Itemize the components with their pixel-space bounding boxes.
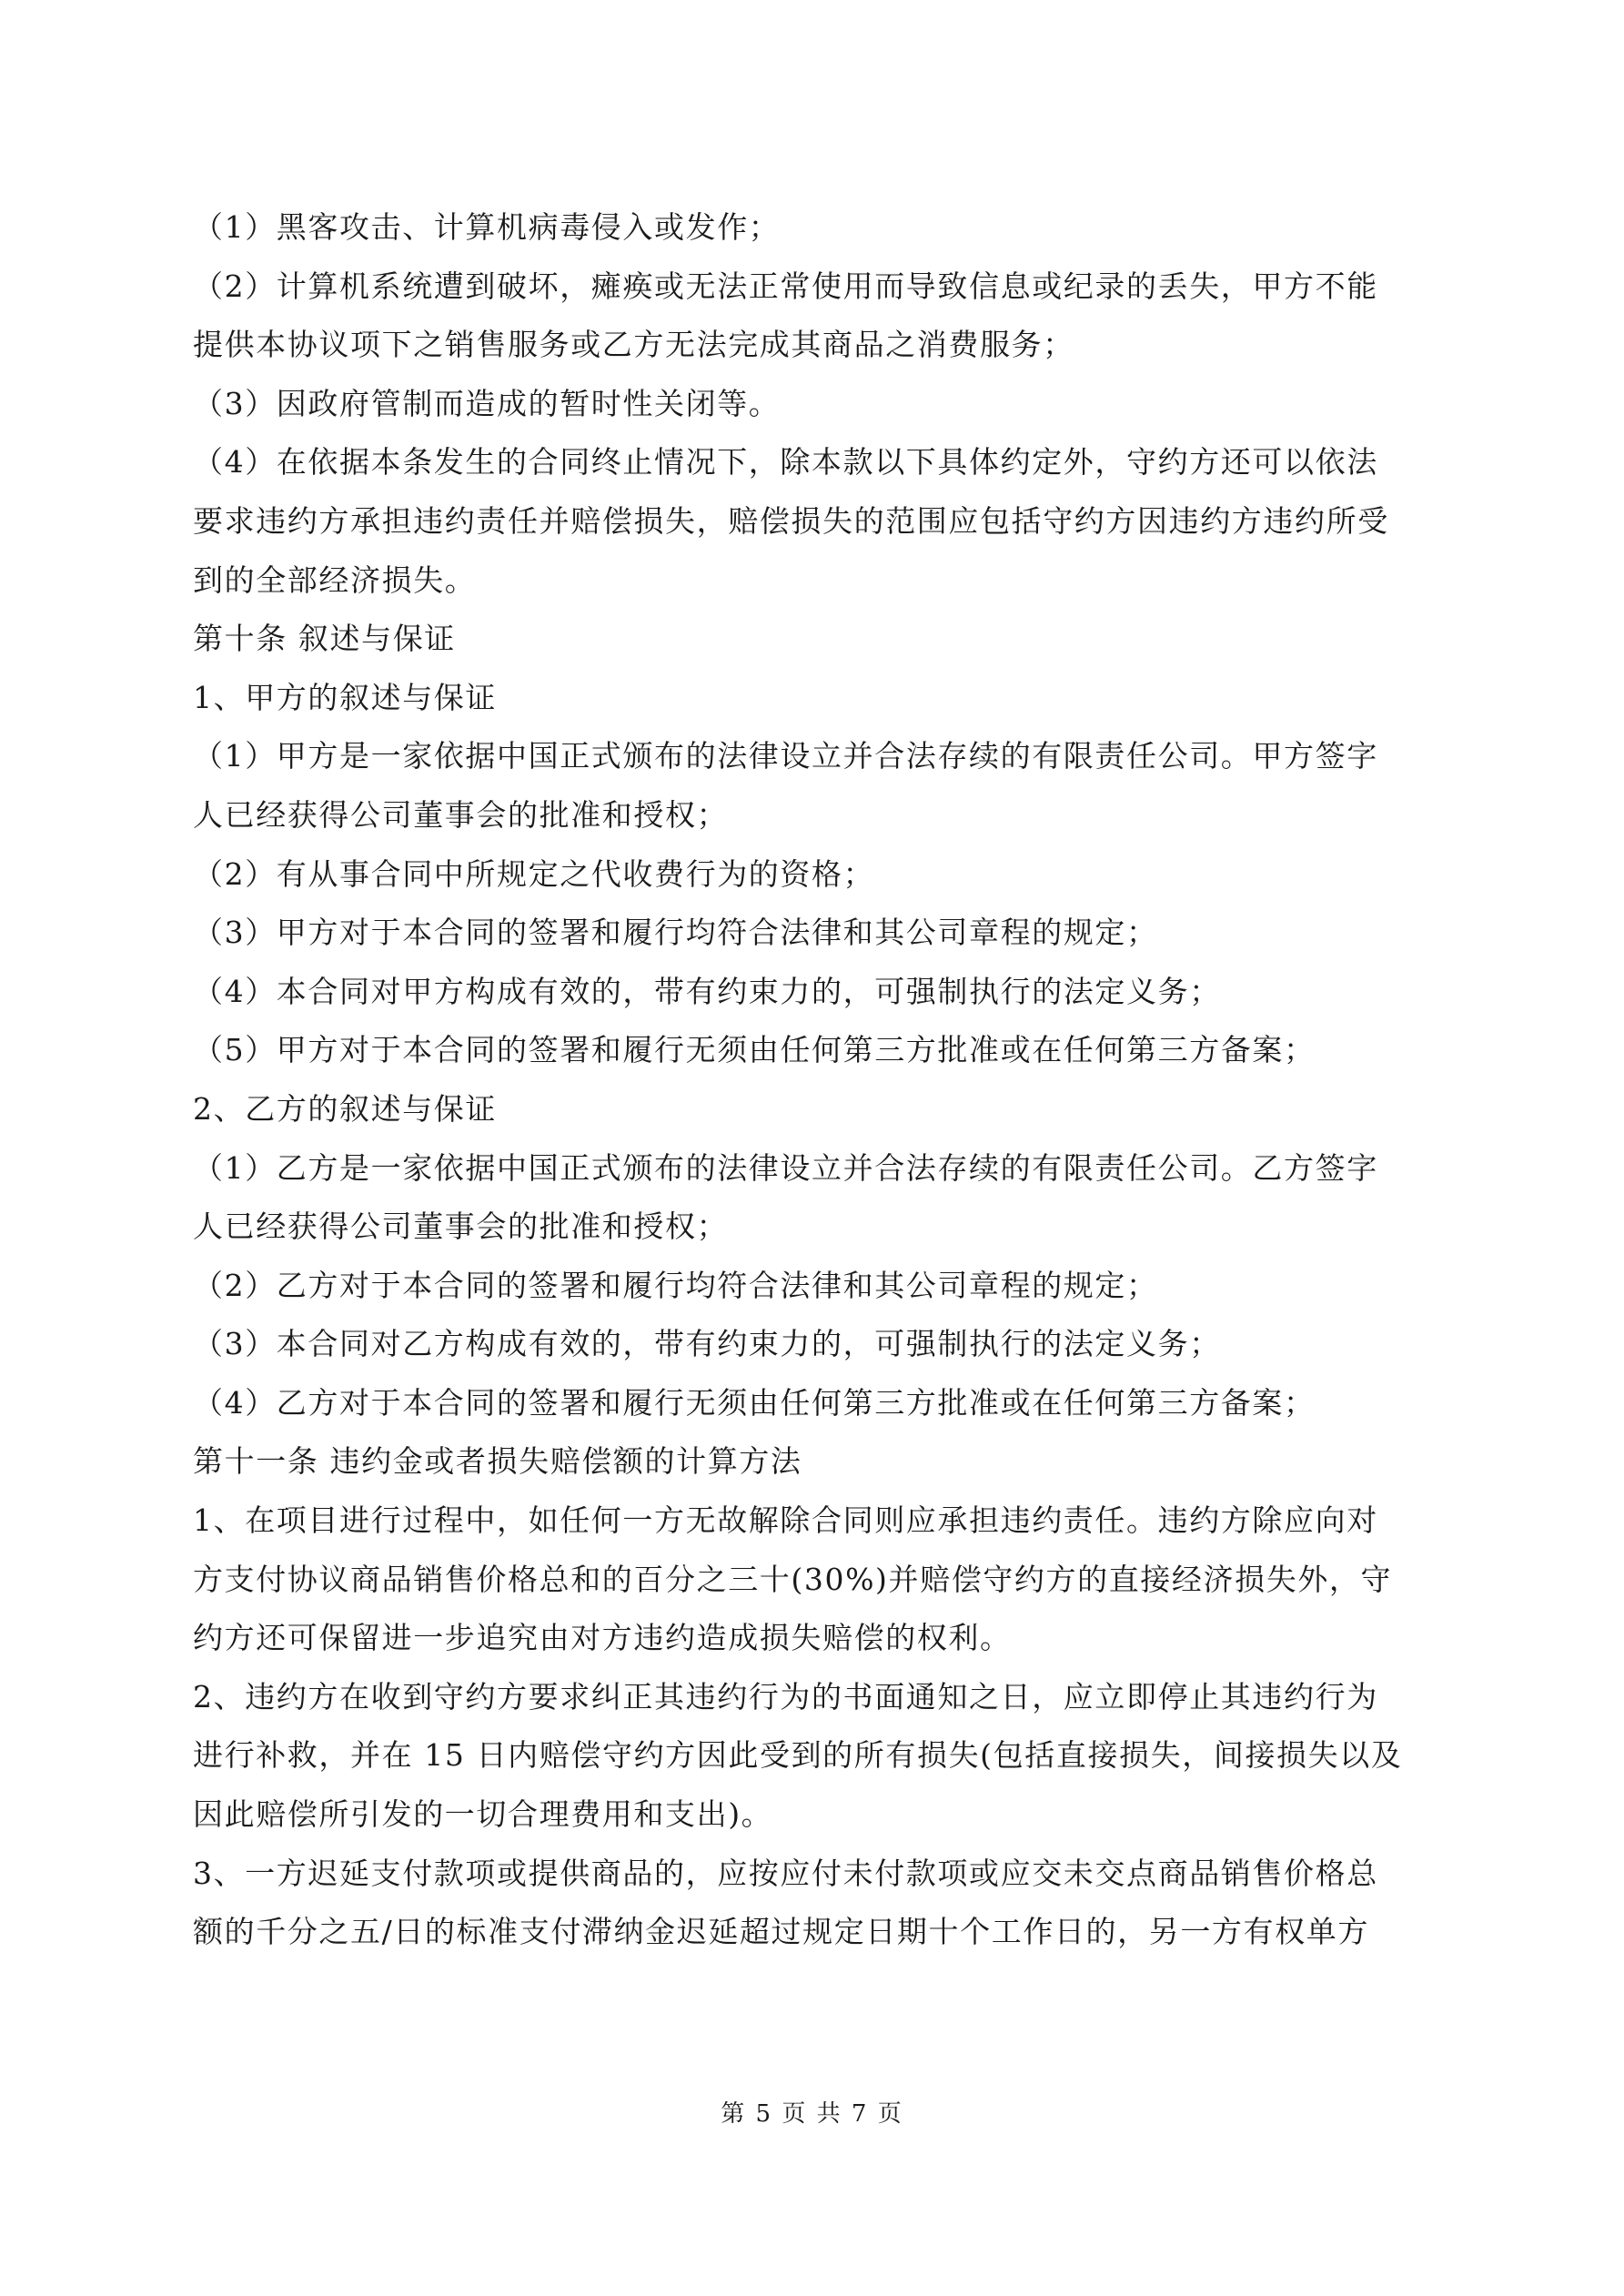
- text-line: 提供本协议项下之销售服务或乙方无法完成其商品之消费服务；: [193, 327, 1074, 363]
- text-line: 额的千分之五/日的标准支付滞纳金迟延超过规定日期十个工作日的，另一方有权单方: [193, 1914, 1369, 1950]
- text-line: 2、违约方在收到守约方要求纠正其违约行为的书面通知之日，应立即停止其违约行为: [193, 1678, 1378, 1714]
- subsection-heading-party-b: 2、乙方的叙述与保证: [193, 1090, 497, 1127]
- text-line: （2）有从事合同中所规定之代收费行为的资格；: [193, 855, 875, 892]
- section-heading-11: 第十一条 违约金或者损失赔偿额的计算方法: [193, 1443, 802, 1480]
- document-body: [193, 198, 1430, 1962]
- text-line: （2）计算机系统遭到破坏，瘫痪或无法正常使用而导致信息或纪录的丢失，甲方不能: [193, 268, 1378, 304]
- text-line: 要求违约方承担违约责任并赔偿损失，赔偿损失的范围应包括守约方因违约方违约所受: [193, 502, 1389, 539]
- text-line: （1）甲方是一家依据中国正式颁布的法律设立并合法存续的有限责任公司。甲方签字: [193, 738, 1378, 774]
- text-line: （3）本合同对乙方构成有效的，带有约束力的，可强制执行的法定义务；: [193, 1326, 1221, 1362]
- text-line: 3、一方迟延支付款项或提供商品的，应按应付未付款项或应交未交点商品销售价格总: [193, 1855, 1378, 1891]
- text-line: 人已经获得公司董事会的批准和授权；: [193, 796, 729, 833]
- text-line: 人已经获得公司董事会的批准和授权；: [193, 1209, 729, 1245]
- text-line: 约方还可保留进一步追究由对方违约造成损失赔偿的权利。: [193, 1620, 1012, 1656]
- text-line: （5）甲方对于本合同的签署和履行无须由任何第三方批准或在任何第三方备案；: [193, 1032, 1316, 1068]
- text-line: 1、在项目进行过程中，如任何一方无故解除合同则应承担违约责任。违约方除应向对: [193, 1502, 1378, 1539]
- text-line: （1）乙方是一家依据中国正式颁布的法律设立并合法存续的有限责任公司。乙方签字: [193, 1149, 1378, 1186]
- text-line: （3）因政府管制而造成的暂时性关闭等。: [193, 385, 781, 421]
- text-line: （4）在依据本条发生的合同终止情况下，除本款以下具体约定外，守约方还可以依法: [193, 444, 1378, 480]
- text-line: （3）甲方对于本合同的签署和履行均符合法律和其公司章程的规定；: [193, 915, 1158, 951]
- subsection-heading-party-a: 1、甲方的叙述与保证: [193, 679, 497, 715]
- text-line: （4）本合同对甲方构成有效的，带有约束力的，可强制执行的法定义务；: [193, 973, 1221, 1009]
- page-footer: 第 5 页 共 7 页: [721, 2100, 903, 2128]
- section-heading-10: 第十条 叙述与保证: [193, 621, 456, 657]
- text-line: 方支付协议商品销售价格总和的百分之三十(30%)并赔偿守约方的直接经济损失外，守: [193, 1561, 1393, 1597]
- text-line: （1）黑客攻击、计算机病毒侵入或发作；: [193, 209, 781, 245]
- text-line: （4）乙方对于本合同的签署和履行无须由任何第三方批准或在任何第三方备案；: [193, 1384, 1316, 1421]
- text-line: 进行补救，并在 15 日内赔偿守约方因此受到的所有损失(包括直接损失，间接损失以及: [193, 1737, 1403, 1774]
- text-line: 因此赔偿所引发的一切合理费用和支出)。: [193, 1796, 773, 1833]
- text-line: （2）乙方对于本合同的签署和履行均符合法律和其公司章程的规定；: [193, 1267, 1158, 1303]
- text-line: 到的全部经济损失。: [193, 561, 477, 598]
